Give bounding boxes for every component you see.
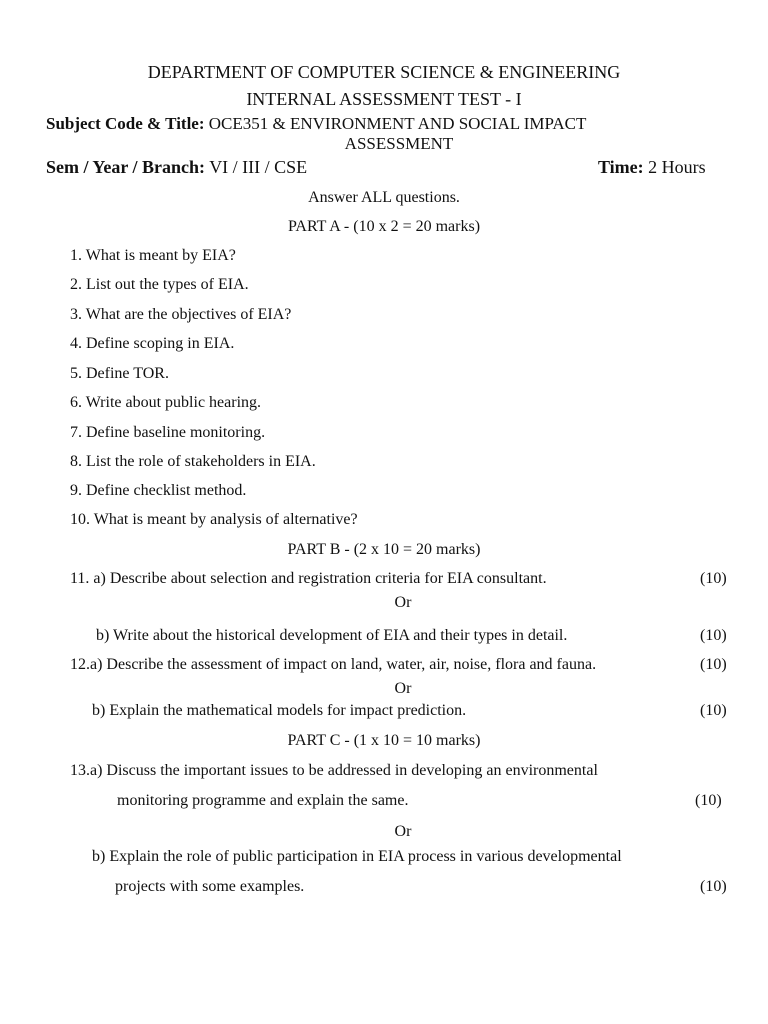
question-num: 3.	[70, 306, 82, 323]
question-12b-marks: (10)	[700, 702, 727, 719]
part-b-title: PART B - (2 x 10 = 20 marks)	[287, 541, 481, 558]
subject-value: OCE351 & ENVIRONMENT AND SOCIAL IMPACT	[208, 114, 587, 133]
question-12a-marks: (10)	[700, 656, 727, 673]
question-12a: 12.a) Describe the assessment of impact on land, water, air, noise, flora and fauna.	[70, 656, 597, 673]
question-13a-marks: (10)	[695, 792, 722, 809]
question-text: What are the objectives of EIA?	[85, 306, 292, 323]
question-11a-marks: (10)	[700, 570, 727, 587]
sem-label: Sem / Year / Branch:	[46, 157, 205, 177]
question-item	[70, 423, 265, 443]
question-13b: b) Explain the role of public participation in EIA process in various developmental	[92, 848, 622, 865]
sem-line	[46, 156, 307, 178]
question-text: Define scoping in EIA.	[86, 335, 235, 352]
question-text: What is meant by analysis of alternative?	[93, 511, 358, 528]
test-title: INTERNAL ASSESSMENT TEST - I	[246, 89, 522, 109]
question-11b: b) Write about the historical development of EIA and their types in detail.	[96, 627, 568, 644]
question-text: Define TOR.	[86, 365, 169, 382]
question-13b-marks: (10)	[700, 878, 727, 895]
time-label: Time:	[598, 157, 644, 177]
question-item	[70, 305, 291, 325]
question-text: List out the types of EIA.	[86, 276, 249, 293]
question-num: 10.	[70, 511, 90, 528]
question-item	[70, 393, 261, 413]
question-item	[70, 510, 358, 530]
question-num: 8.	[70, 453, 82, 470]
part-c-title: PART C - (1 x 10 = 10 marks)	[287, 732, 481, 749]
question-text: Define baseline monitoring.	[86, 424, 266, 441]
question-13a-cont: monitoring programme and explain the same.	[117, 792, 409, 809]
question-item	[70, 275, 249, 295]
question-11b-marks: (10)	[700, 627, 727, 644]
question-item	[70, 334, 234, 354]
question-13b-cont: projects with some examples.	[115, 878, 305, 895]
question-12b: b) Explain the mathematical models for impact prediction.	[92, 702, 467, 719]
question-text: Write about public hearing.	[85, 394, 262, 411]
part-a-title: PART A - (10 x 2 = 20 marks)	[287, 218, 481, 235]
question-num: 4.	[70, 335, 82, 352]
question-num: 9.	[70, 482, 82, 499]
department-title: DEPARTMENT OF COMPUTER SCIENCE & ENGINEERING	[147, 62, 621, 82]
subject-value-cont: ASSESSMENT	[344, 134, 454, 153]
question-item	[70, 481, 246, 501]
question-text: List the role of stakeholders in EIA.	[86, 453, 316, 470]
question-text: Define checklist method.	[86, 482, 247, 499]
question-text: What is meant by EIA?	[85, 247, 236, 264]
or-separator: Or	[394, 823, 412, 840]
question-num: 1.	[70, 247, 82, 264]
question-num: 5.	[70, 365, 82, 382]
subject-line	[46, 114, 586, 134]
question-item	[70, 246, 236, 266]
question-num: 7.	[70, 424, 82, 441]
or-separator: Or	[394, 680, 412, 697]
sem-value: VI / III / CSE	[209, 157, 308, 177]
question-num: 6.	[70, 394, 82, 411]
instruction: Answer ALL questions.	[308, 189, 460, 206]
question-item	[70, 452, 316, 472]
question-num: 2.	[70, 276, 82, 293]
time-line	[598, 156, 706, 178]
question-item	[70, 364, 169, 384]
subject-label: Subject Code & Title:	[46, 114, 205, 133]
question-11a: 11. a) Describe about selection and registration criteria for EIA consultant.	[70, 570, 547, 587]
or-separator: Or	[394, 594, 412, 611]
time-value: 2 Hours	[648, 157, 706, 177]
question-13a: 13.a) Discuss the important issues to be addressed in developing an environmental	[70, 762, 598, 779]
